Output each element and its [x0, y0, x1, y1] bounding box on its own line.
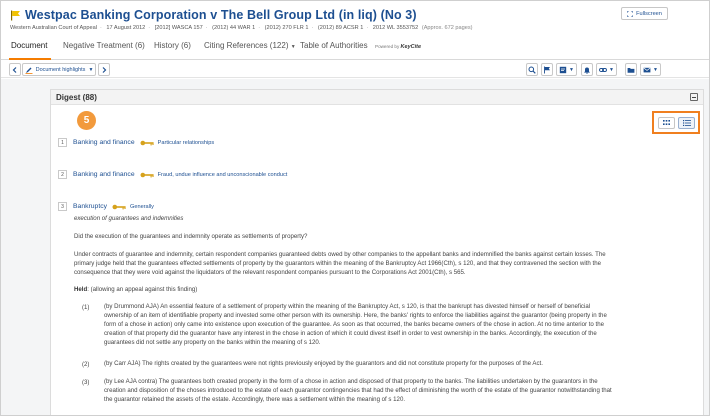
text-line: form of a chose in action) only came into existence upon execution of the guarantee. As soon as that occurred, the banks became owners of the chose in action. At no time anterior to the — [104, 321, 604, 328]
subtopic-link[interactable]: Generally — [130, 203, 154, 210]
link-button[interactable] — [596, 63, 617, 76]
highlighter-icon — [25, 66, 33, 74]
previous-button[interactable] — [9, 63, 21, 76]
save-to-folder-button[interactable] — [625, 63, 637, 76]
list-view-button[interactable] — [678, 117, 695, 129]
envelope-icon — [643, 66, 651, 74]
digest-title: Digest (88) — [56, 93, 97, 102]
digest-item — [58, 202, 154, 211]
citation: [2012] WASCA 157 — [154, 25, 203, 31]
tab-table-of-authorities[interactable]: Table of Authorities — [300, 41, 368, 50]
view-toggle — [652, 111, 700, 134]
digest-item — [58, 170, 287, 179]
text-line: (by Drummond AJA) An essential feature of a settlement of property within the meaning of the Bankruptcy Act, s 120, is that the bankrupt has divested himself or herself of beneficial — [104, 303, 591, 310]
email-button[interactable] — [640, 63, 661, 76]
chevron-down-icon: ▼ — [290, 44, 296, 50]
text-line: guarantees did not settle any property on the banks within the meaning of s 120. — [104, 339, 321, 346]
text-line: creation of that property did the guarantor have any interest in the chose in action of which it could divest itself in order to vest ownership in the banks. Accordingly, the execution of the — [104, 330, 597, 337]
text-line: (by Lee AJA contra) The guarantees both created property in the form of a chose in action and disposed of that property to the banks. The liabilities undertaken by the guarantors in the — [104, 378, 598, 385]
key-icon — [140, 172, 154, 178]
document-tabs — [1, 38, 709, 60]
digest-heading: execution of guarantees and indemnities — [74, 215, 184, 222]
tab-negative-treatment[interactable]: Negative Treatment (6) — [63, 41, 145, 50]
chevron-down-icon: ▼ — [609, 66, 614, 73]
court-name: Western Australian Court of Appeal — [10, 25, 97, 31]
held-line — [74, 285, 197, 295]
tab-history[interactable]: History (6) — [154, 41, 191, 50]
approx-pages: (Approx. 672 pages) — [421, 25, 473, 31]
document-highlights-label: Document highlights — [35, 66, 86, 73]
text-line: (by Carr AJA) The rights created by the guarantees were not rights previously enjoyed by the guarantors and did not constitute property for the purposes of the Act. — [104, 360, 543, 367]
fullscreen-label: Fullscreen — [636, 10, 662, 17]
flag-icon — [543, 66, 551, 74]
flag-document-button[interactable] — [541, 63, 553, 76]
digest-header — [51, 90, 703, 105]
decision-date: 17 August 2012 — [106, 25, 146, 31]
next-button[interactable] — [98, 63, 110, 76]
link-icon — [599, 66, 607, 74]
subtopic-link[interactable]: Particular relationships — [157, 139, 215, 146]
citation-line: Western Australian Court of Appeal · 17 August 2012 · [2012] WASCA 157 · (2012) 44 WAR 1 · (2012) 270 FLR 1 · (2012) 89 ACSR 1 · 2012 WL 3553752 (Approx. 672 pages) — [10, 25, 473, 31]
expand-icon — [627, 11, 633, 17]
text-line: Under contracts of guarantee and indemnity, certain respondent companies guaranteed debts owed by other companies to the appellant banks and indemnified the banks against certain losses. The — [74, 251, 606, 258]
grid-view-button[interactable] — [658, 117, 675, 129]
key-icon — [112, 204, 126, 210]
keycite-logo: KeyCite — [400, 44, 422, 50]
list-icon — [683, 120, 691, 126]
text-line: primary judge held that the guarantees effected settlements of property by the guarantors within the meaning of the Bankruptcy Act 1966(Cth), s 120, and that they contravened the section with the — [74, 260, 601, 267]
citation: (2012) 89 ACSR 1 — [317, 25, 364, 31]
text-line: the guarantor retained the assets of the estate. Accordingly, there was a settlement within the meaning of s 120. — [104, 396, 406, 403]
collapse-icon[interactable] — [690, 93, 698, 101]
alert-button[interactable] — [581, 63, 593, 76]
document-toolbar — [1, 61, 709, 78]
text-line: creation and disposition of the choses introduced to the estate of each guarantor contingencies that had the effect of diminishing the worth of the estate of the guarantor notwithstanding that — [104, 387, 612, 394]
tab-citing-references-label: Citing References (122) — [204, 41, 289, 50]
search-button[interactable] — [526, 63, 538, 76]
subtopic-link[interactable]: Fraud, undue influence and unconscionable conduct — [157, 171, 288, 178]
citation: (2012) 270 FLR 1 — [264, 25, 309, 31]
document-title: Westpac Banking Corporation v The Bell Group Ltd (in liq) (No 3) — [25, 8, 417, 22]
held-text: : (allowing an appeal against this finding) — [87, 286, 198, 293]
chevron-down-icon: ▼ — [569, 66, 574, 73]
active-tab-indicator — [9, 58, 51, 60]
key-icon — [140, 140, 154, 146]
text-line: consequence that they were void against the liquidators of the relevant respondent companies pursuant to the Corporations Act 2001(Cth), s 565. — [74, 269, 466, 276]
step-badge: 5 — [77, 111, 96, 130]
topic-link[interactable]: Banking and finance — [73, 139, 135, 146]
text-line: ownership of an item of identifiable property and invested some other person with its ownership. Here, the banks' rights to enforce the liabilities against the guarantor (being property in the — [104, 312, 607, 319]
folder-icon — [627, 66, 635, 74]
document-highlights-button[interactable] — [22, 63, 96, 76]
yellow-flag-icon[interactable] — [10, 10, 21, 21]
tab-document[interactable]: Document — [11, 41, 48, 50]
item-number: 1 — [58, 138, 67, 147]
item-number: 2 — [58, 170, 67, 179]
digest-question: Did the execution of the guarantees and indemnity operate as settlements of property? — [74, 233, 308, 240]
bell-icon — [583, 66, 591, 74]
annotations-button[interactable] — [556, 63, 577, 76]
chevron-left-icon — [11, 66, 19, 74]
topic-link[interactable]: Bankruptcy — [73, 203, 108, 210]
note-icon — [559, 66, 567, 74]
citation: (2012) 44 WAR 1 — [212, 25, 256, 31]
chevron-down-icon: ▼ — [88, 66, 94, 73]
chevron-right-icon — [100, 66, 108, 74]
powered-by-prefix: Powered by — [375, 44, 400, 49]
fullscreen-button[interactable] — [621, 7, 668, 20]
tab-citing-references[interactable] — [204, 41, 296, 50]
digest-item — [58, 138, 214, 147]
held-label: Held — [74, 286, 88, 293]
powered-by — [375, 44, 421, 50]
grid-icon — [663, 120, 670, 126]
paragraph-number: (2) — [82, 361, 90, 368]
citation: 2012 WL 3553752 — [372, 25, 419, 31]
paragraph-number: (3) — [82, 379, 90, 386]
chevron-down-icon: ▼ — [653, 66, 658, 73]
paragraph-number: (1) — [82, 304, 90, 311]
item-number: 3 — [58, 202, 67, 211]
search-icon — [528, 66, 536, 74]
topic-link[interactable]: Banking and finance — [73, 171, 135, 178]
